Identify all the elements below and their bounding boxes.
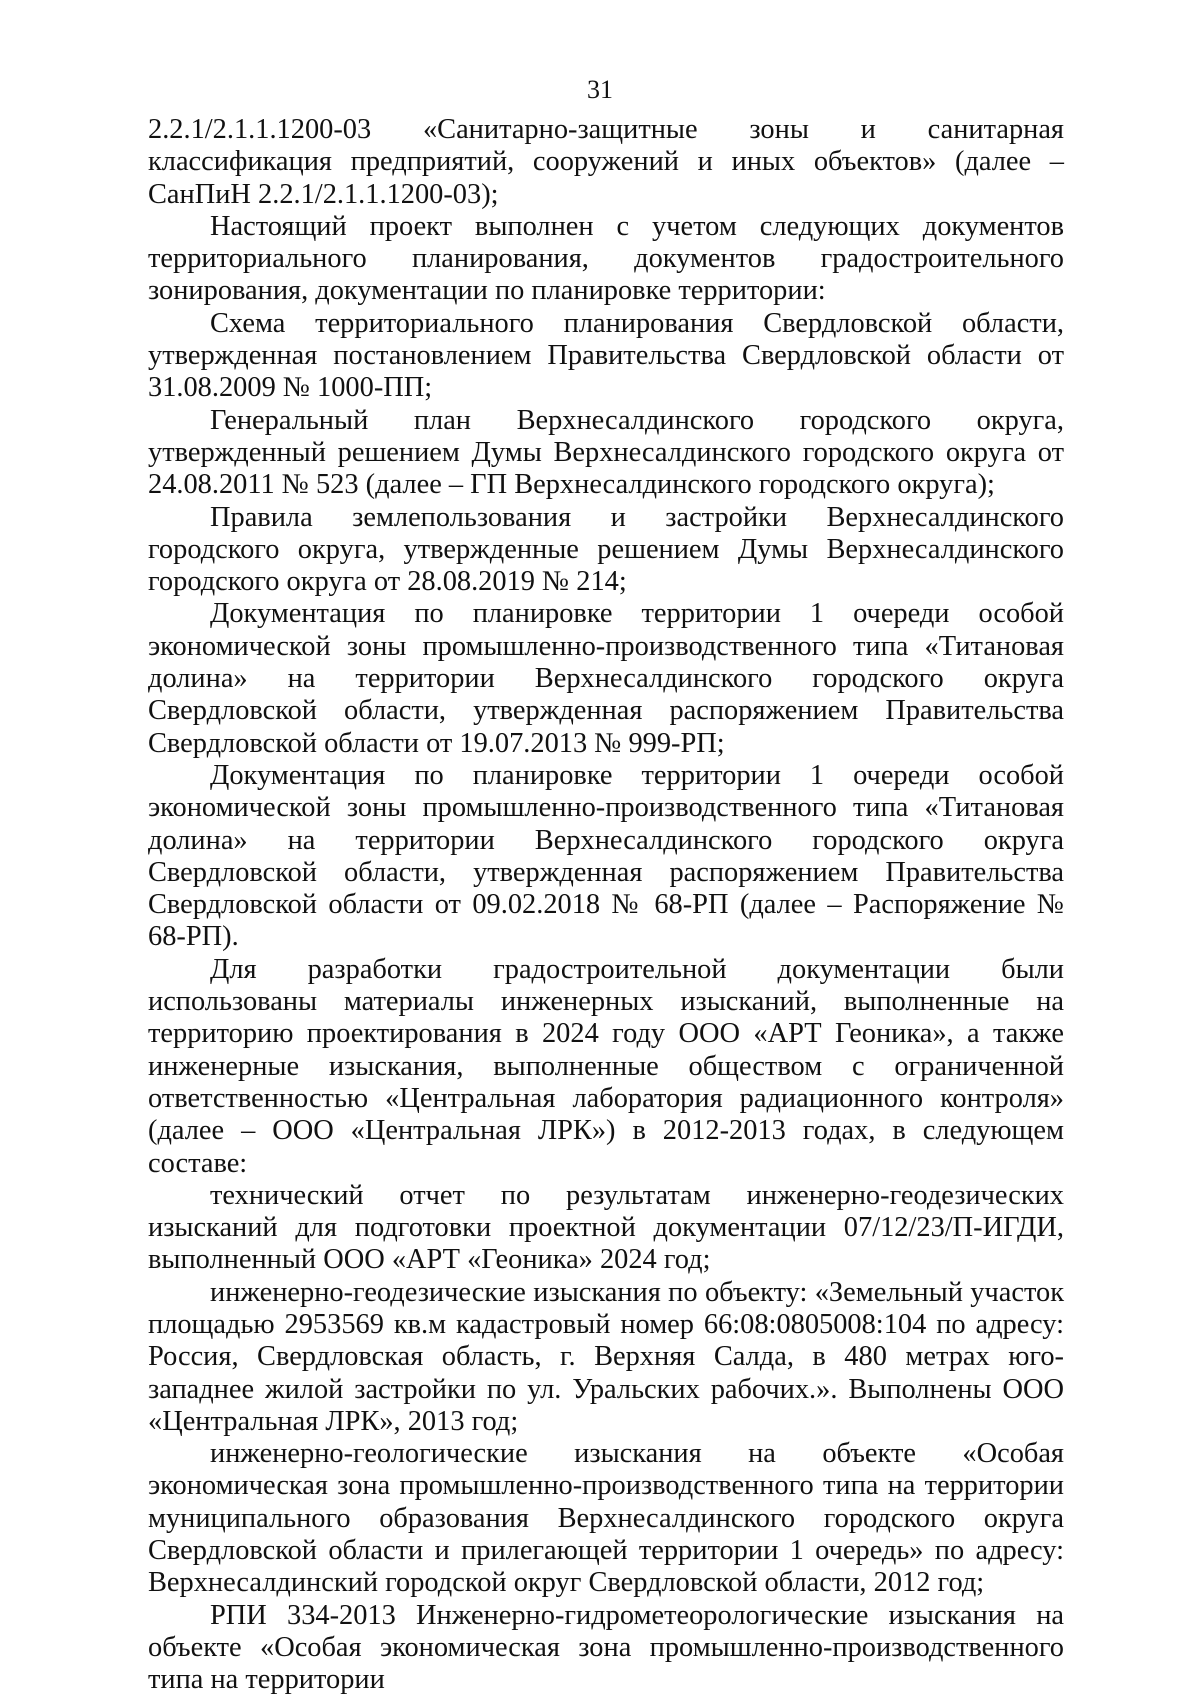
paragraph-land-use-rules: Правила землепользования и застройки Верхнесалдинского городского округа, утвержденные решением Думы Верхнесалдинского городского округа от 28.08.2019 № 214; <box>148 501 1064 598</box>
paragraph-planning-doc-2018: Документация по планировке территории 1 очереди особой экономической зоны промышленно-производственного типа «Титановая долина» на территории Верхнесалдинского городского округа Свердловской области, утвержденная распоряжением Правительства Свердловской области от 09.02.2018 № 68-РП (далее – Распоряжение № 68-РП). <box>148 759 1064 953</box>
list-item-geological-surveys-2012: инженерно-геологические изыскания на объекте «Особая экономическая зона промышленно-производственного типа на территории муниципального образования Верхнесалдинского городского округа Свердловской области и прилегающей территории 1 очередь» по адресу: Верхнесалдинский городской округ Свердловской области, 2012 год; <box>148 1438 1064 1599</box>
paragraph-regional-scheme: Схема территориального планирования Свердловской области, утвержденная постановлением Правительства Свердловской области от 31.08.2009 № 1000-ПП; <box>148 307 1064 404</box>
paragraph-general-plan: Генеральный план Верхнесалдинского городского округа, утвержденный решением Думы Верхнесалдинского городского округа от 24.08.2011 № 523 (далее – ГП Верхнесалдинского городского округа); <box>148 404 1064 501</box>
body-text <box>148 114 1064 1697</box>
paragraph-sanpin: 2.2.1/2.1.1.1200-03 «Санитарно-защитные зоны и санитарная классификация предприятий, сооружений и иных объектов» (далее – СанПиН 2.2.1/2.1.1.1200-03); <box>148 114 1064 210</box>
list-item-geodetic-report-2024: технический отчет по результатам инженерно-геодезических изысканий для подготовки проектной документации 07/12/23/П-ИГДИ, выполненный ООО «АРТ «Геоника» 2024 год; <box>148 1179 1064 1276</box>
paragraph-planning-doc-2013: Документация по планировке территории 1 очереди особой экономической зоны промышленно-производственного типа «Титановая долина» на территории Верхнесалдинского городского округа Свердловской области, утвержденная распоряжением Правительства Свердловской области от 19.07.2013 № 999-РП; <box>148 598 1064 759</box>
list-item-hydrometeorological-surveys: РПИ 334-2013 Инженерно-гидрометеорологические изыскания на объекте «Особая экономическая зона промышленно-производственного типа на территории <box>148 1599 1064 1696</box>
page-number: 31 <box>587 75 613 104</box>
paragraph-engineering-surveys: Для разработки градостроительной документации были использованы материалы инженерных изысканий, выполненные на территорию проектирования в 2024 году ООО «АРТ Геоника», а также инженерные изыскания, выполненные обществом с ограниченной ответственностью «Центральная лаборатория радиационного контроля» (далее – ООО «Центральная ЛРК») в 2012-2013 годах, в следующем составе: <box>148 953 1064 1179</box>
list-item-geodetic-surveys-2013: инженерно-геодезические изыскания по объекту: «Земельный участок площадью 2953569 кв.м кадастровый номер 66:08:0805008:104 по адресу: Россия, Свердловская область, г. Верхняя Салда, в 480 метрах юго-западнее жилой застройки по ул. Уральских рабочих.». Выполнены ООО «Центральная ЛРК», 2013 год; <box>148 1276 1064 1437</box>
paragraph-project-basis: Настоящий проект выполнен с учетом следующих документов территориального планирования, документов градостроительного зонирования, документации по планировке территории: <box>148 210 1064 307</box>
